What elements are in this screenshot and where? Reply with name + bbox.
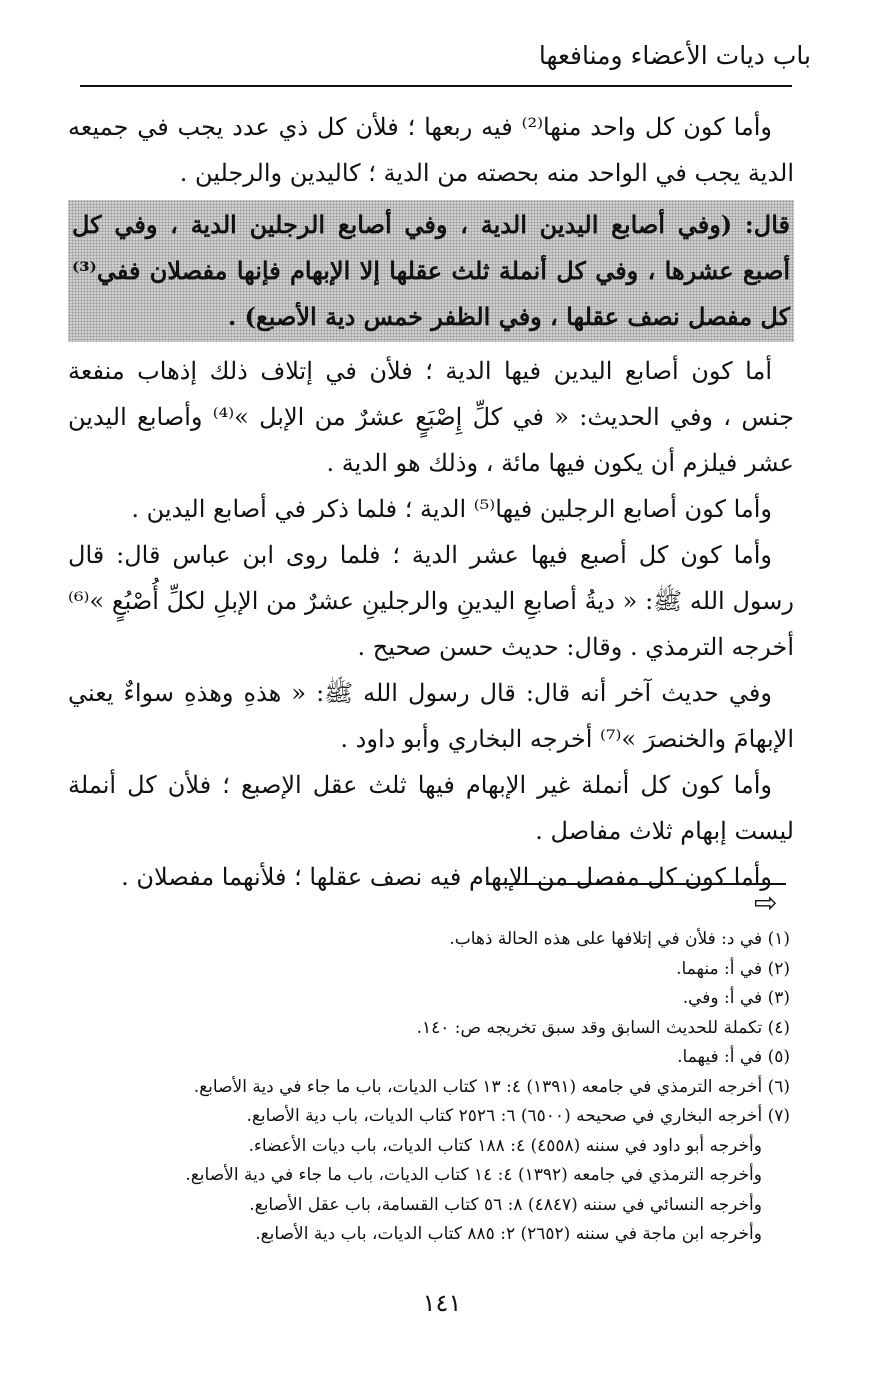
footnote-1: (١) في د: فلأن في إتلافها على هذه الحالة ذهاب. xyxy=(449,929,790,949)
running-header: باب ديات الأعضاء ومنافعها xyxy=(538,41,811,70)
paragraph-3: وأما كون أصابع الرجلين فيها⁽⁵⁾ الدية ؛ فلما ذكر في أصابع اليدين . xyxy=(131,495,772,523)
footnote-7-continuation: وأخرجه ابن ماجة في سننه (٢٦٥٢) ٢: ٨٨٥ كتاب الديات، باب دية الأصابع. xyxy=(255,1224,762,1244)
main-text xyxy=(68,104,794,900)
paragraph-7: وأما كون كل مفصل من الإبهام فيه نصف عقلها ؛ فلأنهما مفصلان . xyxy=(121,863,772,891)
footnote-7-continuation: وأخرجه أبو داود في سننه (٤٥٥٨) ٤: ١٨٨ كتاب الديات، باب ديات الأعضاء. xyxy=(248,1135,762,1156)
footnote-7-continuation: وأخرجه النسائي في سننه (٤٨٤٧) ٨: ٥٦ كتاب القسامة، باب عقل الأصابع. xyxy=(249,1194,762,1215)
footnote-4: (٤) تكملة للحديث السابق وقد سبق تخريجه ص: ١٤٠. xyxy=(416,1017,790,1038)
footnote-7-continuation: وأخرجه الترمذي في جامعه (١٣٩٢) ٤: ١٤ كتاب الديات، باب ما جاء في دية الأصابع. xyxy=(185,1165,762,1185)
matn-highlighted-paragraph: قال: (وفي أصابع اليدين الدية ، وفي أصابع الرجلين الدية ، وفي كل أصبع عشرها ، وفي كل أنملة ثلث عقلها إلا الإبهام فإنها مفصلان ففي⁽³⁾ كل مفصل نصف عقلها ، وفي الظفر خمس دية الأصبع) . xyxy=(68,200,794,342)
paragraph-2: أما كون أصابع اليدين فيها الدية ؛ فلأن في إتلاف ذلك إذهاب منفعة جنس ، وفي الحديث: « في كلِّ إِصْبَعٍ عشرٌ من الإبل »⁽⁴⁾ وأصابع اليدين عشر فيلزم أن يكون فيها مائة ، وذلك هو الدية . xyxy=(68,357,794,477)
page-number: ١٤١ xyxy=(422,1289,462,1317)
footnote-5: (٥) في أ: فيهما. xyxy=(677,1047,790,1067)
paragraph-6: وأما كون كل أنملة غير الإبهام فيها ثلث عقل الإصبع ؛ فلأن كل أنملة ليست إبهام ثلاث مفاصل . xyxy=(68,771,794,845)
arrow-right-icon: ⇨ xyxy=(754,886,778,919)
paragraph-5: وفي حديث آخر أنه قال: قال رسول الله ﷺ: « هذهِ وهذهِ سواءٌ يعني الإبهامَ والخنصرَ »⁽⁷⁾ أخرجه البخاري وأبو داود . xyxy=(68,679,794,753)
paragraph-4: وأما كون كل أصبع فيها عشر الدية ؛ فلما روى ابن عباس قال: قال رسول الله ﷺ: « ديةُ أصابعِ اليدينِ والرجلينِ عشرٌ من الإبلِ لكلِّ أُصْبُعٍ »⁽⁶⁾ أخرجه الترمذي . وقال: حديث حسن صحيح . xyxy=(68,541,794,661)
footnote-2: (٢) في أ: منهما. xyxy=(676,958,790,979)
footnote-7: (٧) أخرجه البخاري في صحيحه (٦٥٠٠) ٦: ٢٥٢٦ كتاب الديات، باب دية الأصابع. xyxy=(246,1106,790,1126)
footnotes xyxy=(130,925,790,1250)
paragraph-1: وأما كون كل واحد منها⁽²⁾ فيه ربعها ؛ فلأن كل ذي عدد يجب في جميعه الدية يجب في الواحد منه بحصته من الدية ؛ كاليدين والرجلين . xyxy=(68,113,794,187)
header-rule xyxy=(80,85,792,87)
footnote-3: (٣) في أ: وفي. xyxy=(682,988,790,1008)
footnote-rule xyxy=(486,883,786,885)
footnote-6: (٦) أخرجه الترمذي في جامعه (١٣٩١) ٤: ١٣ كتاب الديات، باب ما جاء في دية الأصابع. xyxy=(193,1076,790,1097)
